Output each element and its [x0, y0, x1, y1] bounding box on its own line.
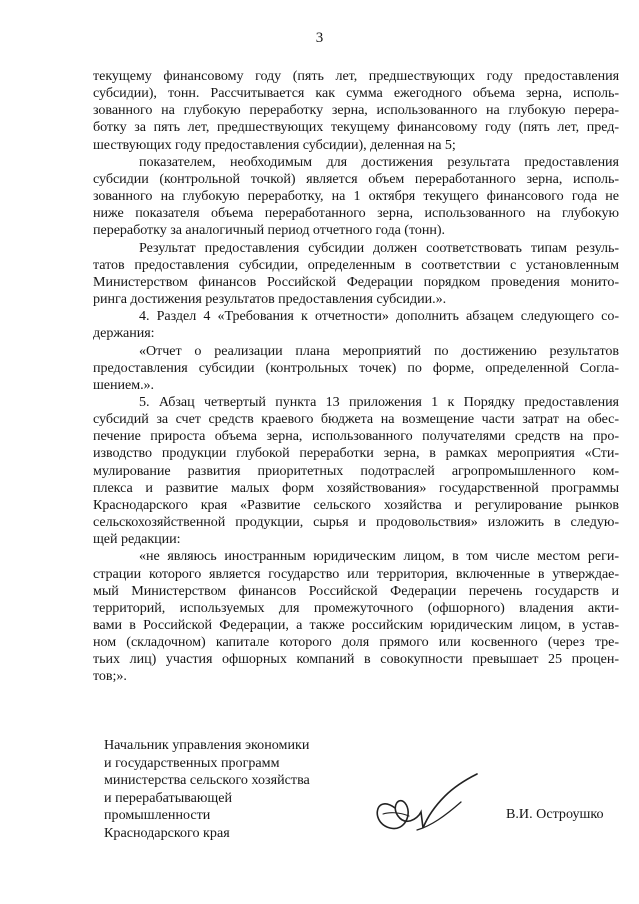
text-line: 5. Абзац четвертый пункта 13 приложения 1 к Порядку предоставления [139, 393, 619, 410]
text-line: 4. Раздел 4 «Требования к отчетности» дополнить абзацем следующего со- [139, 308, 619, 325]
text-line: щей редакции: [93, 531, 181, 548]
text-line: зованного на глубокую переработку, на 1 октября текущего финансового года не [93, 188, 619, 205]
text-line: держания: [93, 325, 155, 342]
text-line: Министерством финансов Российской Федерации порядком проведения монито- [93, 273, 619, 290]
text-line: печение прироста объема зерна, использованного получателями средств на про- [93, 428, 619, 445]
signatory-line: Краснодарского края [104, 824, 230, 841]
text-line: страции которого является государство или территория, включенные в утверждае- [93, 565, 619, 582]
text-line: ном (складочном) капитале которого доля прямого или косвенного (через тре- [93, 634, 619, 651]
text-line: ниже показателя объема переработанного зерна, использованного на глубокую [93, 205, 619, 222]
text-line: Результат предоставления субсидии должен соответствовать типам резуль- [139, 239, 619, 256]
signatory-line: и перерабатывающей [104, 789, 233, 806]
text-line: тов;». [93, 668, 127, 685]
text-line: субсидии (контрольной точкой) является объем переработанного зерна, исполь- [93, 170, 619, 187]
text-line: мый Министерством финансов Российской Федерации перечень государств и [93, 582, 619, 599]
signatory-line: промышленности [104, 807, 211, 824]
signatory-position [104, 737, 344, 843]
text-line: предоставления субсидии (контрольных точек) по форме, определенной Согла- [93, 359, 619, 376]
text-line: «Отчет о реализации плана мероприятий по достижению результатов [139, 342, 619, 359]
text-line: субсидии), тонн. Рассчитывается как сумма ежегодного объема зерна, исполь- [93, 85, 619, 102]
document-body [93, 68, 619, 686]
text-line: переработку за аналогичный период отчетного года (тонн). [93, 222, 445, 239]
text-line: мулирование развития приоритетных подотраслей агропромышленного ком- [93, 462, 619, 479]
text-line: татов предоставления субсидии, определенным в соответствии с установленным [93, 256, 619, 273]
text-line: ботку за пять лет, предшествующих текущему финансовому году (пять лет, пред- [93, 119, 619, 136]
text-line: «не являюсь иностранным юридическим лицом, в том числе местом реги- [139, 548, 619, 565]
text-line: ринга достижения результатов предоставления субсидии.». [93, 291, 447, 308]
text-line: изводство продукции глубокой переработки зерна, в рамках мероприятия «Сти- [93, 445, 619, 462]
page-number: 3 [315, 30, 324, 46]
text-line: показателем, необходимым для достижения результата предоставления [139, 153, 619, 170]
signatory-line: и государственных программ [104, 754, 280, 771]
text-line: субсидий за счет средств краевого бюджета на возмещение части затрат на обес- [93, 411, 619, 428]
signatory-line: Начальник управления экономики [104, 737, 310, 753]
text-line: плекса и развитие малых форм хозяйствования» государственной программы [93, 479, 619, 496]
text-line: сельскохозяйственной продукции, сырья и продовольствия» изложить в следую- [93, 514, 619, 531]
text-line: шествующих году предоставления субсидии), деленная на 5; [93, 136, 456, 153]
text-line: Краснодарского края «Развитие сельского хозяйства и регулирование рынков [93, 496, 619, 513]
text-line: текущему финансовому году (пять лет, предшествующих году предоставления [93, 68, 619, 84]
handwritten-signature [365, 768, 485, 848]
text-line: вами в Российской Федерации, а также российским юридическим лицом, в устав- [93, 617, 619, 633]
text-line: зованного на глубокую переработку зерна, использованного на глубокую перера- [93, 102, 619, 119]
text-line: тьих лиц) участия офшорных компаний в совокупности превышает 25 процен- [93, 651, 619, 668]
signer-name: В.И. Остроушко [506, 806, 604, 822]
signatory-line: министерства сельского хозяйства [104, 772, 310, 789]
text-line: шением.». [93, 376, 155, 393]
text-line: территорий, используемых для промежуточного (офшорного) владения акти- [93, 599, 619, 616]
